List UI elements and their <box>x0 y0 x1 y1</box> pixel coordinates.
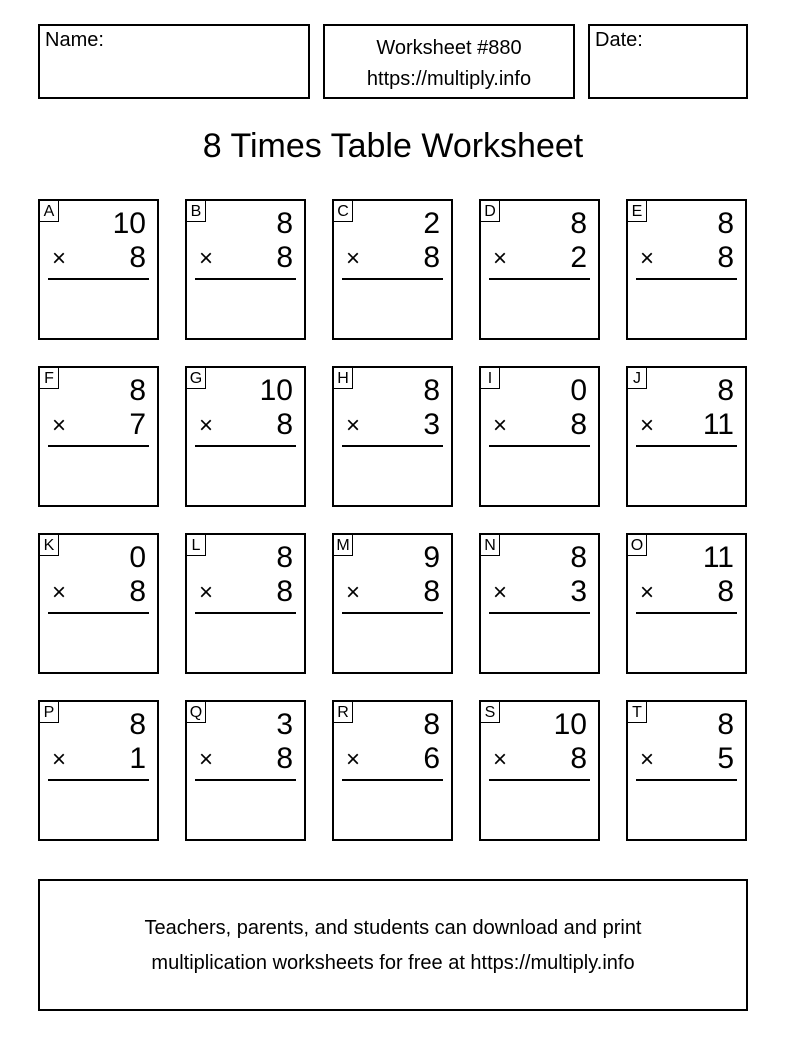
footer-line-2: multiplication worksheets for free at https://multiply.info <box>151 952 635 974</box>
problem-card <box>38 366 159 507</box>
date-box[interactable] <box>588 24 748 99</box>
multiplicand: 8 <box>276 207 293 240</box>
answer-rule <box>342 612 443 614</box>
multiplier: 3 <box>423 408 440 441</box>
times-symbol: × <box>346 412 361 439</box>
times-symbol: × <box>199 746 214 773</box>
problem-letter: L <box>187 535 206 556</box>
multiplier: 8 <box>276 575 293 608</box>
multiplicand: 0 <box>570 374 587 407</box>
problem-letter: C <box>334 201 353 222</box>
answer-rule <box>489 445 590 447</box>
multiplicand: 8 <box>717 374 734 407</box>
multiplier: 3 <box>570 575 587 608</box>
answer-rule <box>489 278 590 280</box>
multiplicand: 2 <box>423 207 440 240</box>
answer-rule <box>195 445 296 447</box>
answer-rule <box>636 445 737 447</box>
problem-letter: M <box>334 535 353 556</box>
answer-rule <box>489 779 590 781</box>
worksheet-url: https://multiply.info <box>366 68 532 90</box>
problem-letter: T <box>628 702 647 723</box>
multiplier: 8 <box>276 742 293 775</box>
multiplier: 8 <box>276 241 293 274</box>
multiplier: 5 <box>717 742 734 775</box>
worksheet-info-box <box>323 24 575 99</box>
problem-letter: E <box>628 201 647 222</box>
answer-rule <box>195 612 296 614</box>
name-box[interactable] <box>38 24 310 99</box>
multiplicand: 8 <box>570 207 587 240</box>
times-symbol: × <box>640 746 655 773</box>
problem-letter: S <box>481 702 500 723</box>
problem-card <box>626 533 747 674</box>
answer-rule <box>48 779 149 781</box>
name-label: Name: <box>45 29 104 51</box>
answer-rule <box>48 612 149 614</box>
multiplicand: 0 <box>129 541 146 574</box>
answer-rule <box>48 445 149 447</box>
times-symbol: × <box>199 245 214 272</box>
problem-card <box>332 199 453 340</box>
problem-letter: A <box>40 201 59 222</box>
problem-card <box>332 533 453 674</box>
problem-card <box>479 199 600 340</box>
problem-card <box>185 533 306 674</box>
answer-rule <box>342 278 443 280</box>
problem-letter: J <box>628 368 647 389</box>
multiplicand: 8 <box>276 541 293 574</box>
problem-letter: O <box>628 535 647 556</box>
problem-letter: Q <box>187 702 206 723</box>
problem-letter: R <box>334 702 353 723</box>
multiplier: 7 <box>129 408 146 441</box>
times-symbol: × <box>52 412 67 439</box>
times-symbol: × <box>346 579 361 606</box>
times-symbol: × <box>493 746 508 773</box>
multiplier: 8 <box>717 241 734 274</box>
multiplier: 8 <box>423 575 440 608</box>
problem-card <box>38 700 159 841</box>
problem-letter: K <box>40 535 59 556</box>
multiplier: 6 <box>423 742 440 775</box>
date-label: Date: <box>595 29 643 51</box>
problem-letter: G <box>187 368 206 389</box>
multiplier: 8 <box>423 241 440 274</box>
times-symbol: × <box>52 245 67 272</box>
answer-rule <box>636 278 737 280</box>
answer-rule <box>48 278 149 280</box>
multiplicand: 10 <box>112 207 146 240</box>
multiplicand: 8 <box>717 207 734 240</box>
footer-box <box>38 879 748 1011</box>
problem-letter: P <box>40 702 59 723</box>
problem-card <box>185 199 306 340</box>
footer-line-1: Teachers, parents, and students can download and print <box>144 917 642 939</box>
multiplier: 8 <box>129 241 146 274</box>
answer-rule <box>489 612 590 614</box>
page-title: 8 Times Table Worksheet <box>202 127 584 165</box>
problem-card <box>185 366 306 507</box>
times-symbol: × <box>640 579 655 606</box>
problem-card <box>626 366 747 507</box>
multiplicand: 8 <box>423 708 440 741</box>
problem-letter: I <box>481 368 500 389</box>
times-symbol: × <box>52 579 67 606</box>
problem-card <box>479 533 600 674</box>
multiplier: 8 <box>570 408 587 441</box>
problem-card <box>626 199 747 340</box>
multiplier: 8 <box>276 408 293 441</box>
times-symbol: × <box>640 412 655 439</box>
problem-letter: H <box>334 368 353 389</box>
answer-rule <box>195 278 296 280</box>
times-symbol: × <box>199 579 214 606</box>
multiplier: 8 <box>129 575 146 608</box>
problem-card <box>479 366 600 507</box>
multiplicand: 3 <box>276 708 293 741</box>
problem-letter: N <box>481 535 500 556</box>
multiplicand: 8 <box>423 374 440 407</box>
problem-card <box>38 199 159 340</box>
multiplier: 8 <box>717 575 734 608</box>
problem-letter: B <box>187 201 206 222</box>
problem-card <box>332 700 453 841</box>
times-symbol: × <box>199 412 214 439</box>
times-symbol: × <box>52 746 67 773</box>
problem-letter: D <box>481 201 500 222</box>
multiplicand: 8 <box>570 541 587 574</box>
multiplier: 2 <box>570 241 587 274</box>
answer-rule <box>342 779 443 781</box>
times-symbol: × <box>493 245 508 272</box>
multiplicand: 8 <box>129 374 146 407</box>
times-symbol: × <box>640 245 655 272</box>
multiplicand: 9 <box>423 541 440 574</box>
times-symbol: × <box>346 746 361 773</box>
problem-card <box>38 533 159 674</box>
worksheet-number: Worksheet #880 <box>376 37 522 59</box>
multiplier: 8 <box>570 742 587 775</box>
answer-rule <box>195 779 296 781</box>
problem-card <box>185 700 306 841</box>
multiplier: 1 <box>129 742 146 775</box>
multiplicand: 8 <box>717 708 734 741</box>
multiplicand: 10 <box>553 708 587 741</box>
times-symbol: × <box>493 412 508 439</box>
problem-card <box>626 700 747 841</box>
multiplicand: 8 <box>129 708 146 741</box>
times-symbol: × <box>346 245 361 272</box>
answer-rule <box>342 445 443 447</box>
multiplier: 11 <box>702 408 734 441</box>
answer-rule <box>636 612 737 614</box>
problem-card <box>332 366 453 507</box>
answer-rule <box>636 779 737 781</box>
times-symbol: × <box>493 579 508 606</box>
multiplicand: 10 <box>259 374 293 407</box>
problem-card <box>479 700 600 841</box>
problem-letter: F <box>40 368 59 389</box>
multiplicand: 11 <box>702 541 734 574</box>
